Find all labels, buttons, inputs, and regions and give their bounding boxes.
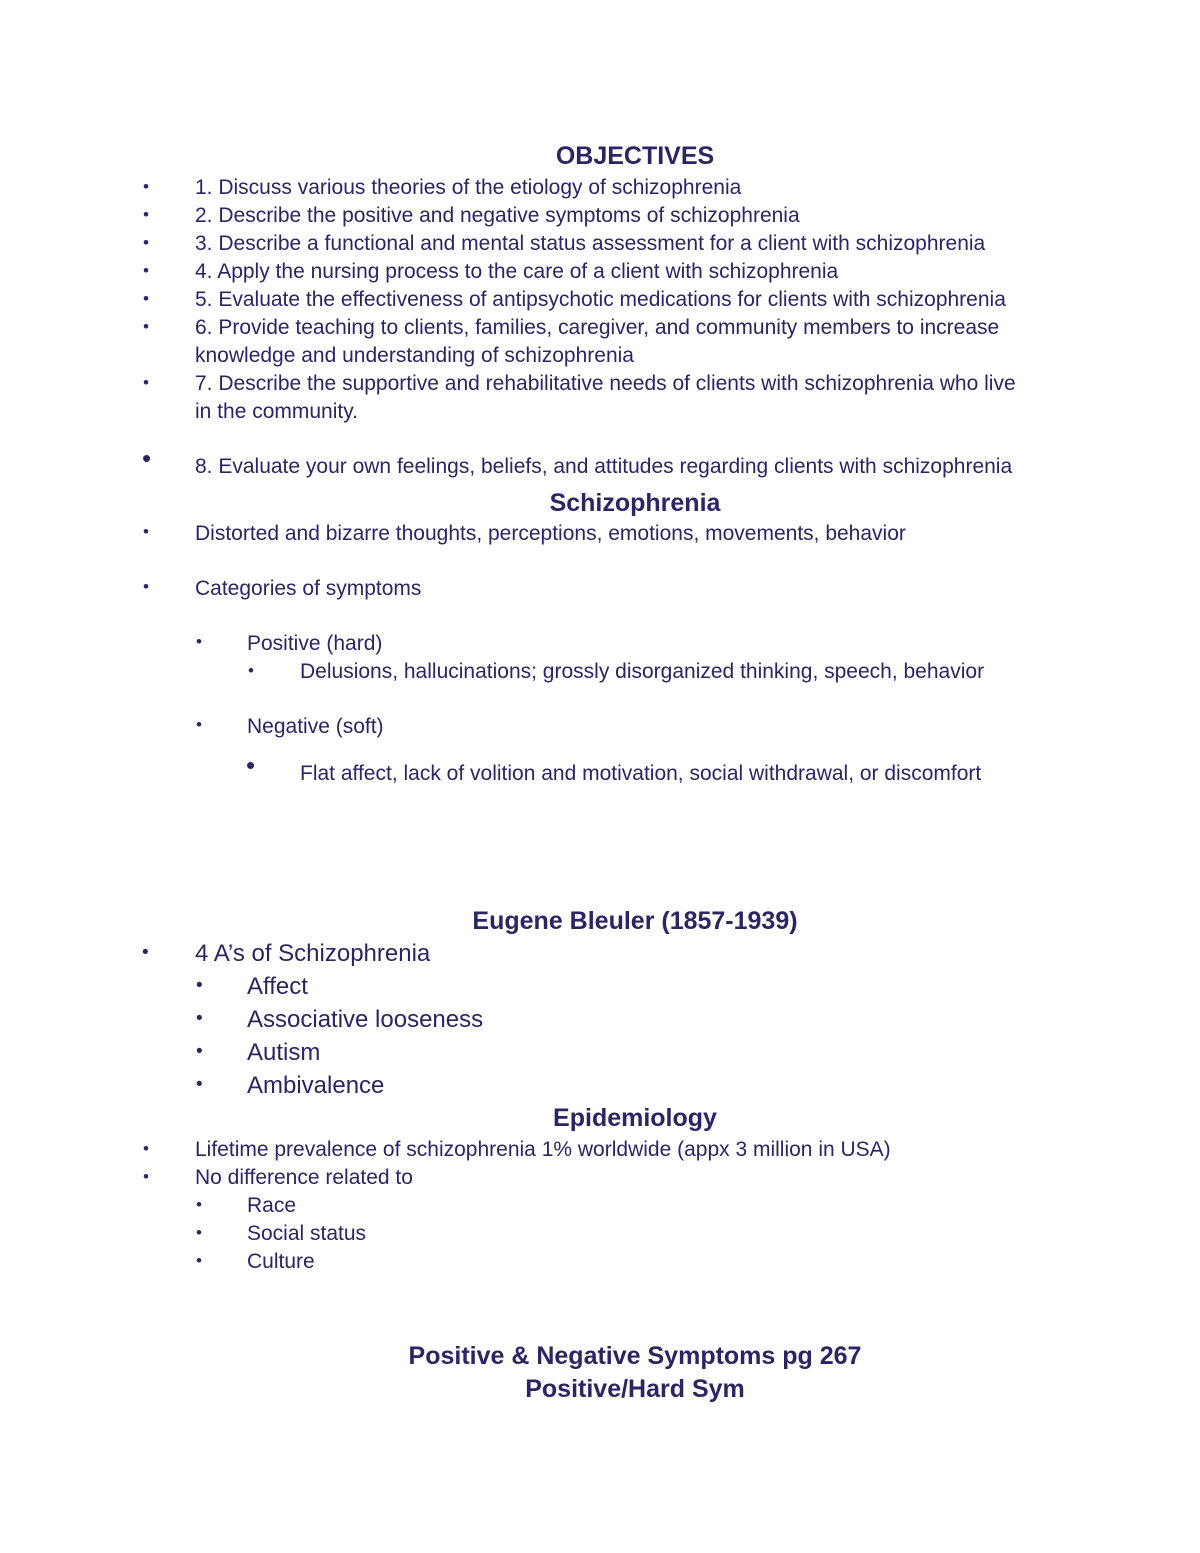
bullet-icon: • [143, 373, 149, 392]
schizophrenia-heading: Schizophrenia [549, 489, 721, 517]
symptoms-heading: Positive & Negative Symptoms pg 267 [408, 1342, 862, 1370]
bullet-icon: • [246, 750, 256, 780]
symptoms-subheading: Positive/Hard Sym [525, 1375, 745, 1403]
bullet-icon: • [196, 1195, 202, 1214]
objective-item-5: 5. Evaluate the effectiveness of antipsychotic medications for clients with schizophrenia [195, 288, 1006, 311]
bleuler-item-ambivalence: Ambivalence [247, 1072, 385, 1099]
epidemiology-sub-social: Social status [247, 1222, 367, 1245]
bullet-icon: • [196, 632, 202, 651]
bullet-icon: • [143, 205, 149, 224]
objective-item-1: 1. Discuss various theories of the etiology of schizophrenia [195, 176, 742, 199]
epidemiology-item-2: No difference related to [195, 1166, 413, 1189]
negative-label: Negative (soft) [247, 715, 384, 738]
bullet-icon: • [143, 577, 149, 596]
bullet-icon: • [196, 1223, 202, 1242]
objective-item-6-line-2: knowledge and understanding of schizophrenia [195, 344, 634, 367]
schizophrenia-item-1: Distorted and bizarre thoughts, perceptions, emotions, movements, behavior [195, 522, 906, 545]
bleuler-item-affect: Affect [247, 973, 308, 1000]
objective-item-8: 8. Evaluate your own feelings, beliefs, and attitudes regarding clients with schizophrenia [195, 455, 1013, 478]
objective-item-2: 2. Describe the positive and negative symptoms of schizophrenia [195, 204, 800, 227]
bullet-icon: • [143, 177, 149, 196]
bullet-icon: • [196, 1074, 203, 1095]
bleuler-heading: Eugene Bleuler (1857-1939) [472, 907, 798, 935]
negative-detail: Flat affect, lack of volition and motivation, social withdrawal, or discomfort [300, 762, 982, 785]
bullet-icon: • [143, 1167, 149, 1186]
objective-item-7-line-2: in the community. [195, 400, 359, 423]
objective-item-6-line-1: 6. Provide teaching to clients, families, caregiver, and community members to increase [195, 316, 1000, 339]
bullet-icon: • [196, 975, 203, 996]
bullet-icon: • [143, 289, 149, 308]
bullet-icon: • [142, 443, 152, 473]
objective-item-3: 3. Describe a functional and mental status assessment for a client with schizophrenia [195, 232, 986, 255]
bleuler-item-associative: Associative looseness [247, 1006, 484, 1033]
bleuler-item-autism: Autism [247, 1039, 321, 1066]
positive-detail: Delusions, hallucinations; grossly disorganized thinking, speech, behavior [300, 660, 985, 683]
epidemiology-item-1: Lifetime prevalence of schizophrenia 1% worldwide (appx 3 million in USA) [195, 1138, 891, 1161]
epidemiology-sub-culture: Culture [247, 1250, 315, 1273]
bullet-icon: • [248, 661, 254, 680]
positive-label: Positive (hard) [247, 632, 383, 655]
epidemiology-heading: Epidemiology [553, 1104, 717, 1132]
objective-item-7-line-1: 7. Describe the supportive and rehabilitative needs of clients with schizophrenia who live [195, 372, 1016, 395]
bullet-icon: • [142, 942, 149, 963]
objectives-heading: OBJECTIVES [555, 142, 715, 170]
bullet-icon: • [143, 261, 149, 280]
bullet-icon: • [196, 1041, 203, 1062]
bleuler-main: 4 A’s of Schizophrenia [195, 940, 431, 967]
bullet-icon: • [196, 715, 202, 734]
bullet-icon: • [143, 1139, 149, 1158]
schizophrenia-item-2: Categories of symptoms [195, 577, 422, 600]
epidemiology-sub-race: Race [247, 1194, 297, 1217]
bullet-icon: • [196, 1251, 202, 1270]
bullet-icon: • [143, 233, 149, 252]
bullet-icon: • [143, 522, 149, 541]
objective-item-4: 4. Apply the nursing process to the care of a client with schizophrenia [195, 260, 839, 283]
bullet-icon: • [196, 1008, 203, 1029]
bullet-icon: • [143, 317, 149, 336]
